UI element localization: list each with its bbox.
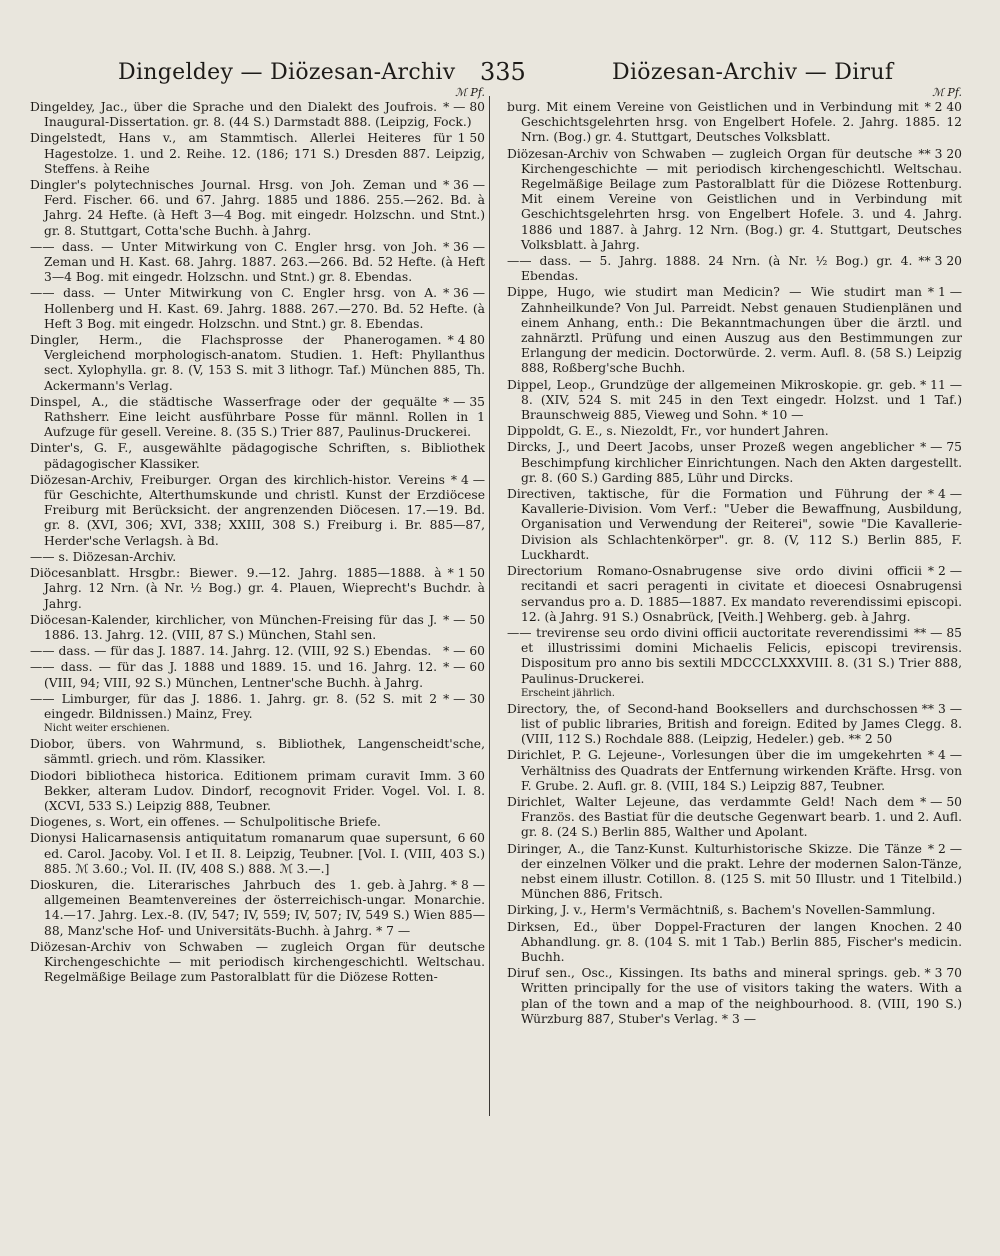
catalog-entry [30,566,485,612]
catalog-entry [30,395,485,441]
entry-text: Diözesan-Archiv von Schwaben — zugleich Organ für deutsche Kirchengeschichte — mit periodisch kirchengeschichtl. Weltschau. Regelmäßige Beilage zum Pastoralblatt für die Diözese Rotten- [30,939,485,985]
entry-price: * 1 — [927,285,962,300]
entry-text: Diruf sen., Osc., Kissingen. Its baths and mineral springs. Written principally for the use of visitors taking the waters. With a plan of the town and a map of the neighbourhood. 8. (VIII, 190 S.) Würzburg 887, Stuber's Verlag. * 3 — [507,966,962,1026]
catalog-entry [30,550,485,565]
catalog-entry [30,333,485,394]
entry-price: geb. * 3 70 [893,966,962,981]
catalog-entry [507,795,962,841]
catalog-entry [507,842,962,903]
entry-text: —— dass. — für das J. 1888 und 1889. 15. und 16. Jahrg. 12. (VIII, 94; VIII, 92 S.) München, Lentner'sche Buchh. à Jahrg. [30,660,438,690]
entry-text: Diözesan-Archiv von Schwaben — zugleich Organ für deutsche Kirchengeschichte — mit periodisch kirchengeschichtl. Weltschau. Regelmäßige Beilage zum Pastoralblatt für die Diözese Rottenburg. Mit einem Vereine von Geistlichen und in Verbindung mit Geschichtsgelehrten hrsg. von Engelbert Hofele. 3. und 4. Jahrg. 1886 und 1887. à Jahrg. 12 Nrn. (Bog.) gr. 4. Stuttgart, Deutsches Volksblatt. à Jahrg. [507,146,962,252]
catalog-entry [507,440,962,486]
entry-note [507,688,962,700]
entry-price: * — 50 [920,794,962,809]
entry-price: * — 35 [443,394,485,409]
catalog-entry [507,424,962,439]
catalog-entry [507,147,962,253]
left-entry-list [30,100,485,985]
entry-text: Dippe, Hugo, wie studirt man Medicin? — Wie studirt man Zahnheilkunde? Von Jul. Parreidt. Nebst genauen Studienplänen und einem Anhang, enth.: Die Bekanntmachungen über die ärztl. und zahnärztl. Prüfung und einen Auszug aus den Bestimmungen zur Erlangung der medicin. Doctorwürde. 2. verm. Aufl. 8. (58 S.) Leipzig 888, Roßberg'sche Buchh. [507,285,962,376]
entry-text: —— dass. — 5. Jahrg. 1888. 24 Nrn. (à Nr. ½ Bog.) gr. 4. Ebendas. [507,254,913,284]
currency-label-left: ℳ Pf. [455,86,485,99]
catalog-entry [30,878,485,939]
column-divider [489,96,490,1116]
catalog-entry [507,254,962,284]
entry-price: * 1 50 [447,566,485,581]
catalog-entry [30,100,485,130]
entry-text: Dingelstedt, Hans v., am Stammtisch. Allerlei Heiteres für Hagestolze. 1. und 2. Reihe. 12. (186; 171 S.) Dresden 887. Leipzig, Steffens. à Reihe [30,131,485,176]
entry-price: ** 3 20 [918,254,962,269]
entry-text: Dinspel, A., die städtische Wasserfrage oder der gequälte Rathsherr. Eine leicht ausführbare Posse für männl. Rollen in 1 Aufzuge für gesell. Vereine. 8. (35 S.) Trier 887, Paulinus-Druckerei. [30,394,485,440]
entry-text: Dirichlet, Walter Lejeune, das verdammte Geld! Nach dem Französ. des Bastiat für die deutsche Gegenwart bearb. 1. und 2. Aufl. gr. 8. (24 S.) Berlin 885, Walther und Apolant. [507,794,962,840]
entry-text: Dingler's polytechnisches Journal. Hrsg. von Joh. Zeman und Ferd. Fischer. 66. und 67. Jahrg. 1885 und 1886. 255.—262. Bd. à Jahrg. 24 Hefte. (à Heft 3—4 Bog. mit eingedr. Holzschn. und Stnt.) gr. 8. Stuttgart, Cotta'sche Buchh. à Jahrg. [30,178,485,238]
entry-text: —— dass. — Unter Mitwirkung von C. Engler hrsg. von Joh. Zeman und H. Kast. 68. Jahrg. 1887. 263.—266. Bd. 52 Hefte. (à Heft 3—4 Bog. mit eingedr. Holzschn. und Stnt.) gr. 8. Ebendas. [30,239,485,285]
entry-price: * 36 — [443,178,485,193]
entry-text: —— trevirense seu ordo divini officii auctoritate reverendissimi et illustrissimi domini Michaelis Felicis, episcopi trevirensis. Dispositum pro anno bis sextili MDCCCLXXXVIII. 8. (31 S.) Trier 888, Paulinus-Druckerei. [507,625,962,686]
catalog-entry [507,564,962,625]
catalog-entry [507,920,962,966]
entry-price: * — 75 [920,440,962,455]
entry-note [30,723,485,735]
entry-text: Dionysi Halicarnasensis antiquitatum romanarum quae supersunt, ed. Carol. Jacoby. Vol. I et II. 8. Leipzig, Teubner. [Vol. I. (VIII, 403 S.) 885. ℳ 3.60.; Vol. II. (IV, 408 S.) 888. ℳ 3.—.] [30,831,485,876]
entry-price: geb. * 11 — [889,377,962,392]
catalog-entry [507,378,962,424]
entry-price: geb. à Jahrg. * 8 — [367,877,485,892]
entry-price: * — 80 [443,100,485,114]
entry-text: —— Limburger, für das J. 1886. 1. Jahrg. gr. 8. (52 S. mit 2 eingedr. Bildnissen.) Mainz, Frey. [30,691,438,721]
catalog-entry [30,692,485,722]
catalog-entry [30,644,485,659]
entry-text: Directory, the, of Second-hand Booksellers and list of public libraries, British and foreign. Edited by James Clegg. 8. (VIII, 112 S.) Rochdale 888. (Leipzig, Hedeler.) geb. ** 2 50 [507,701,962,747]
catalog-entry [30,769,485,815]
entry-price: * — 60 [443,644,485,659]
catalog-entry [30,831,485,877]
entry-text: Dircks, J., und Deert Jacobs, unser Prozeß wegen angeblicher Beschimpfung kirchlicher Einrichtungen. Nach den Akten dargestellt. gr. 8. (60 S.) Garding 885, Lühr und Dircks. [507,440,962,485]
catalog-entry [30,131,485,177]
entry-price: * 36 — [443,286,485,301]
catalog-entry [507,702,962,748]
entry-text: Directorium Romano-Osnabrugense sive ordo divini officii recitandi et sacri peragenti in civitate et dioecesi Osnabrugensi servandus pro a. D. 1885—1887. Ex mandato reverendissimi episcopi. 12. (à Jahrg. 91 S.) Osnabrück, [Veith.] Wehberg. geb. à Jahrg. [507,564,962,624]
entry-text: Dioskuren, die. Literarisches Jahrbuch des 1. allgemeinen Beamtenvereines der österreichisch-ungar. Monarchie. 14.—17. Jahrg. Lex.-8. (IV, 547; IV, 559; IV, 507; IV, 549 S.) Wien 885—88, Manz'sche Hof- und Universitäts-Buchh. à Jahrg. * 7 — [30,877,485,938]
catalog-entry [30,178,485,239]
entry-price: 3 60 [457,768,485,783]
entry-text: —— s. Diözesan-Archiv. [30,549,177,564]
page-number: 335 [480,58,526,86]
catalog-entry [30,815,485,830]
currency-label-right: ℳ Pf. [932,86,962,99]
entry-price: * 4 — [927,748,962,763]
catalog-entry [30,240,485,286]
entry-price: 6 60 [457,831,485,846]
entry-text: burg. Mit einem Vereine von Geistlichen und in Verbindung mit Geschichtsgelehrten hrsg. von Engelbert Hofele. 2. Jahrg. 1885. 12 Nrn. (Bog.) gr. 4. Stuttgart, Deutsches Volksblatt. [507,100,962,145]
entry-price: ** 3 20 [918,146,962,161]
right-entry-list [507,100,962,1027]
entry-text: Nicht weiter erschienen. [44,723,170,735]
entry-text: Dingler, Herm., die Flachsprosse der Phanerogamen. Vergleichend morphologisch-anatom. Studien. 1. Heft: Phyllanthus sect. Xylophylla. gr. 8. (V, 153 S. mit 3 lithogr. Taf.) München 885, Th. Ackermann's Verlag. [30,333,485,393]
entry-price: 2 40 [934,919,962,934]
entry-text: —— dass. — für das J. 1887. 14. Jahrg. 12. (VIII, 92 S.) Ebendas. [30,644,432,659]
right-column [507,86,962,1028]
entry-price: * 4 — [927,487,962,502]
entry-text: Dirichlet, P. G. Lejeune-, Vorlesungen über die im umgekehrten Verhältniss des Quadrats der Entfernung wirkenden Kräfte. Hrsg. von F. Grube. 2. Aufl. gr. 8. (VIII, 184 S.) Leipzig 887, Teubner. [507,748,962,793]
entry-price: * — 50 [443,612,485,627]
catalog-entry [30,737,485,767]
entry-price: * 2 — [927,841,962,856]
left-column [30,86,485,986]
entry-text: Dirksen, Ed., über Doppel-Fracturen der langen Knochen. Abhandlung. gr. 8. (104 S. mit 1 Tab.) Berlin 885, Fischer's medicin. Buchh. [507,919,962,964]
header-left-title: Dingeldey — Diözesan-Archiv [118,60,456,85]
catalog-entry [30,441,485,471]
entry-text: Diözesan-Archiv, Freiburger. Organ des kirchlich-histor. Vereins für Geschichte, Alterthumskunde und christl. Kunst der Erzdiöcese Freiburg mit Berücksicht. der angrenzenden Diöcesen. 17.—19. Bd. gr. 8. (XVI, 306; XVI, 338; XXIII, 308 S.) Freiburg i. Br. 885—87, Herder'sche Verlagsh. à Bd. [30,472,485,548]
catalog-entry [30,940,485,986]
entry-price: * 4 80 [447,333,485,348]
entry-price: ** — 85 [913,625,962,640]
catalog-entry [30,286,485,332]
entry-price: 1 50 [457,131,485,146]
catalog-entry [507,903,962,918]
catalog-entry [507,487,962,563]
entry-price: * 36 — [443,239,485,254]
entry-text: Dirking, J. v., Herm's Vermächtniß, s. Bachem's Novellen-Sammlung. [507,903,936,918]
entry-price: * — 60 [443,660,485,675]
catalog-entry [507,748,962,794]
entry-text: Dinter's, G. F., ausgewählte pädagogische Schriften, s. Bibliothek pädagogischer Klassiker. [30,441,485,471]
entry-text: Erscheint jährlich. [521,687,615,699]
catalog-entry [507,626,962,687]
entry-price: * 4 — [450,472,485,487]
entry-text: Diöcesan-Kalender, kirchlicher, von München-Freising für das J. 1886. 13. Jahrg. 12. (VIII, 87 S.) München, Stahl sen. [30,612,438,642]
entry-price: * 2 40 [924,100,962,114]
catalog-entry [30,473,485,549]
catalog-entry [507,100,962,146]
catalog-entry [30,660,485,690]
entry-price: * — 30 [443,691,485,706]
entry-text: Diöcesanblatt. Hrsgbr.: Biewег. 9.—12. Jahrg. 1885—1888. à Jahrg. 12 Nrn. (à Nr. ½ Bog.) gr. 4. Plauen, Wieprecht's Buchdr. à Jahrg. [30,566,485,611]
entry-text: Dippel, Leop., Grundzüge der allgemeinen Mikroskopie. gr. 8. (XIV, 524 S. mit 245 in den Text eingedr. Holzst. und 1 Taf.) Braunschweig 885, Vieweg und Sohn. * 10 — [507,377,962,423]
entry-text: —— dass. — Unter Mitwirkung von C. Engler hrsg. von A. Hollenberg und H. Kast. 69. Jahrg. 1888. 267.—270. Bd. 52 Hefte. (à Heft 3 Bog. mit eingedr. Holzschn. und Stnt.) gr. 8. Ebendas. [30,286,485,331]
header-right-title: Diözesan-Archiv — Diruf [612,60,894,85]
entry-text: Diodori bibliotheca historica. Editionem primam curavit Imm. Bekker, alteram Ludov. Dindorf, recognovit Frider. Vogel. Vol. I. 8. (XCVI, 533 S.) Leipzig 888, Teubner. [30,768,485,813]
entry-text: Diogenes, s. Wort, ein offenes. — Schulpolitische Briefe. [30,815,381,830]
entry-text: Directiven, taktische, für die Formation und Führung der Kavallerie-Division. Vom Verf.: "Ueber die Bewaffnung, Ausbildung, Organisation und Verwendung der Reiterei", sowie "Die Kavallerie-Division als Schlachtenkörper". gr. 8. (V, 112 S.) Berlin 885, F. Luckhardt. [507,487,962,562]
entry-text: Dingeldey, Jac., über die Sprache und den Dialekt des Joufrois. Inaugural-Dissertation. gr. 8. (44 S.) Darmstadt 888. (Leipzig, Fock.) [30,100,472,130]
catalog-entry [507,285,962,376]
entry-text: Dippoldt, G. E., s. Niezoldt, Fr., vor hundert Jahren. [507,424,829,439]
entry-price: * 2 — [927,564,962,579]
entry-text: Diobor, übers. von Wahrmund, s. Bibliothek, Langenscheidt'sche, sämmtl. griech. und röm. Klassiker. [30,737,485,767]
catalog-entry [507,966,962,1027]
entry-text: Diringer, A., die Tanz-Kunst. Kulturhistorische Skizze. Die Tänze der einzelnen Völker und die prakt. Lehre der modernen Salon-Tänze, nebst einem illustr. Cotillon. 8. (125 S. mit 50 Illustr. und 1 Titelbild.) München 886, Fritsch. [507,841,962,902]
catalog-entry [30,613,485,643]
entry-price: durchschossen ** 3 — [825,701,962,716]
